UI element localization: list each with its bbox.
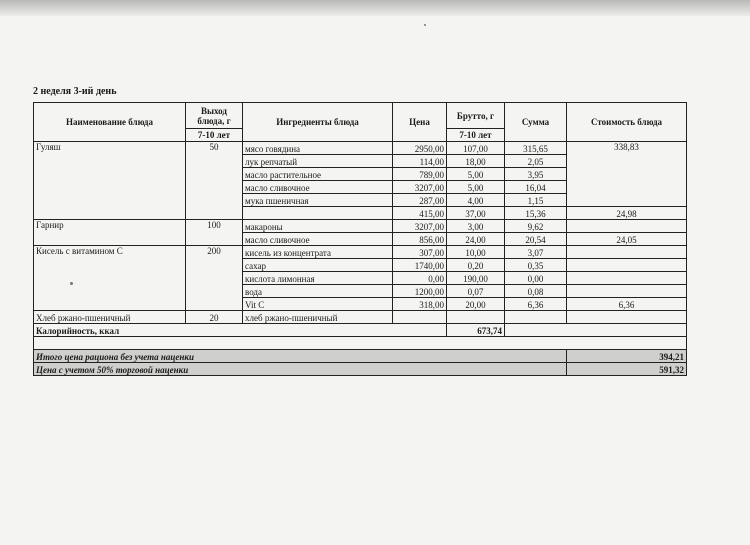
header-price: Цена (393, 103, 447, 142)
ingredient-name: масло растительное (243, 168, 393, 181)
ingredient-sum: 3,07 (505, 246, 567, 259)
ingredient-brutto: 190,00 (447, 272, 505, 285)
ingredient-brutto: 0,07 (447, 285, 505, 298)
ingredient-name: масло сливочное (243, 181, 393, 194)
dish-cost-empty (567, 220, 687, 233)
ingredient-brutto: 5,00 (447, 168, 505, 181)
ingredient-price (393, 311, 447, 324)
header-ingredients: Ингредиенты блюда (243, 103, 393, 142)
header-brutto: Брутто, г (447, 103, 505, 129)
ingredient-sum: 9,62 (505, 220, 567, 233)
header-cost: Стоимость блюда (567, 103, 687, 142)
table-row (34, 220, 687, 233)
table-row (34, 142, 687, 155)
header-age-brutto: 7-10 лет (447, 129, 505, 142)
total-row (34, 350, 687, 363)
ingredient-brutto: 107,00 (447, 142, 505, 155)
ingredient-name: Vit C (243, 298, 393, 311)
ingredient-sum: 15,36 (505, 207, 567, 220)
ingredient-brutto: 20,00 (447, 298, 505, 311)
total-no-markup-label: Итого цена рациона без учета наценки (34, 350, 567, 363)
calories-empty (505, 324, 687, 337)
ingredient-sum: 1,15 (505, 194, 567, 207)
ingredient-sum: 315,65 (505, 142, 567, 155)
menu-cost-table (33, 102, 687, 376)
table-row (34, 246, 687, 259)
dish-name: Хлеб ржано-пшеничный (34, 311, 186, 324)
page-subtitle: 2 неделя 3-ий день (33, 86, 117, 97)
ingredient-price: 3207,00 (393, 220, 447, 233)
ingredient-name: вода (243, 285, 393, 298)
ingredient-name: сахар (243, 259, 393, 272)
calories-label: Калорийность, ккал (34, 324, 447, 337)
calories-row (34, 324, 687, 337)
ingredient-name: масло сливочное (243, 233, 393, 246)
dish-cost-empty (567, 285, 687, 298)
ingredient-brutto: 18,00 (447, 155, 505, 168)
ingredient-name (243, 207, 393, 220)
total-markup-label: Цена с учетом 50% торговой наценки (34, 363, 567, 376)
ingredient-price: 318,00 (393, 298, 447, 311)
ingredient-sum: 2,05 (505, 155, 567, 168)
spacer-row (34, 337, 687, 350)
ingredient-price: 1200,00 (393, 285, 447, 298)
ingredient-sum (505, 311, 567, 324)
table-row (34, 311, 687, 324)
dish-name: Кисель с витамином С (34, 246, 186, 311)
dish-cost: 6,36 (567, 298, 687, 311)
spacer-cell (34, 337, 687, 350)
ingredient-sum: 0,35 (505, 259, 567, 272)
dish-yield: 200 (186, 246, 243, 311)
header-yield: Выход блюда, г (186, 103, 243, 129)
dish-name: Гарнир (34, 220, 186, 246)
ingredient-brutto: 37,00 (447, 207, 505, 220)
ingredient-brutto: 4,00 (447, 194, 505, 207)
ingredient-price: 307,00 (393, 246, 447, 259)
scan-speck (424, 24, 426, 26)
total-no-markup-value: 394,21 (567, 350, 687, 363)
scan-shadow (0, 0, 750, 16)
ingredient-name: лук репчатый (243, 155, 393, 168)
ingredient-price: 2950,00 (393, 142, 447, 155)
ingredient-brutto: 24,00 (447, 233, 505, 246)
ingredient-price: 0,00 (393, 272, 447, 285)
dish-yield: 20 (186, 311, 243, 324)
ingredient-sum: 20,54 (505, 233, 567, 246)
dish-cost: 338,83 (567, 142, 687, 207)
ingredient-price: 789,00 (393, 168, 447, 181)
ingredient-sum: 16,04 (505, 181, 567, 194)
ingredient-brutto: 5,00 (447, 181, 505, 194)
dish-cost-empty (567, 311, 687, 324)
ingredient-sum: 0,00 (505, 272, 567, 285)
ingredient-name: хлеб ржано-пшеничный (243, 311, 393, 324)
dish-cost-empty (567, 246, 687, 259)
ingredient-price: 1740,00 (393, 259, 447, 272)
dish-cost: 24,05 (567, 233, 687, 246)
ingredient-price: 856,00 (393, 233, 447, 246)
ingredient-price: 3207,00 (393, 181, 447, 194)
dish-name: Гуляш (34, 142, 186, 220)
dish-yield: 50 (186, 142, 243, 220)
total-markup-row (34, 363, 687, 376)
ingredient-price: 114,00 (393, 155, 447, 168)
header-row (34, 103, 687, 129)
dish-yield: 100 (186, 220, 243, 246)
header-age-yield: 7-10 лет (186, 129, 243, 142)
ingredient-name: мука пшеничная (243, 194, 393, 207)
ingredient-name: мясо говядина (243, 142, 393, 155)
ingredient-brutto: 3,00 (447, 220, 505, 233)
ingredient-name: кисель из концентрата (243, 246, 393, 259)
total-markup-value: 591,32 (567, 363, 687, 376)
ingredient-sum: 0,08 (505, 285, 567, 298)
dish-cost-empty (567, 259, 687, 272)
ingredient-brutto: 10,00 (447, 246, 505, 259)
ingredient-name: кислота лимонная (243, 272, 393, 285)
ingredient-sum: 3,95 (505, 168, 567, 181)
dish-cost-empty (567, 272, 687, 285)
ingredient-price: 287,00 (393, 194, 447, 207)
ingredient-sum: 6,36 (505, 298, 567, 311)
ingredient-price: 415,00 (393, 207, 447, 220)
calories-value: 673,74 (447, 324, 505, 337)
dish-cost: 24,98 (567, 207, 687, 220)
ingredient-name: макароны (243, 220, 393, 233)
ingredient-brutto (447, 311, 505, 324)
ingredient-brutto: 0,20 (447, 259, 505, 272)
header-name: Наименование блюда (34, 103, 186, 142)
header-sum: Сумма (505, 103, 567, 142)
